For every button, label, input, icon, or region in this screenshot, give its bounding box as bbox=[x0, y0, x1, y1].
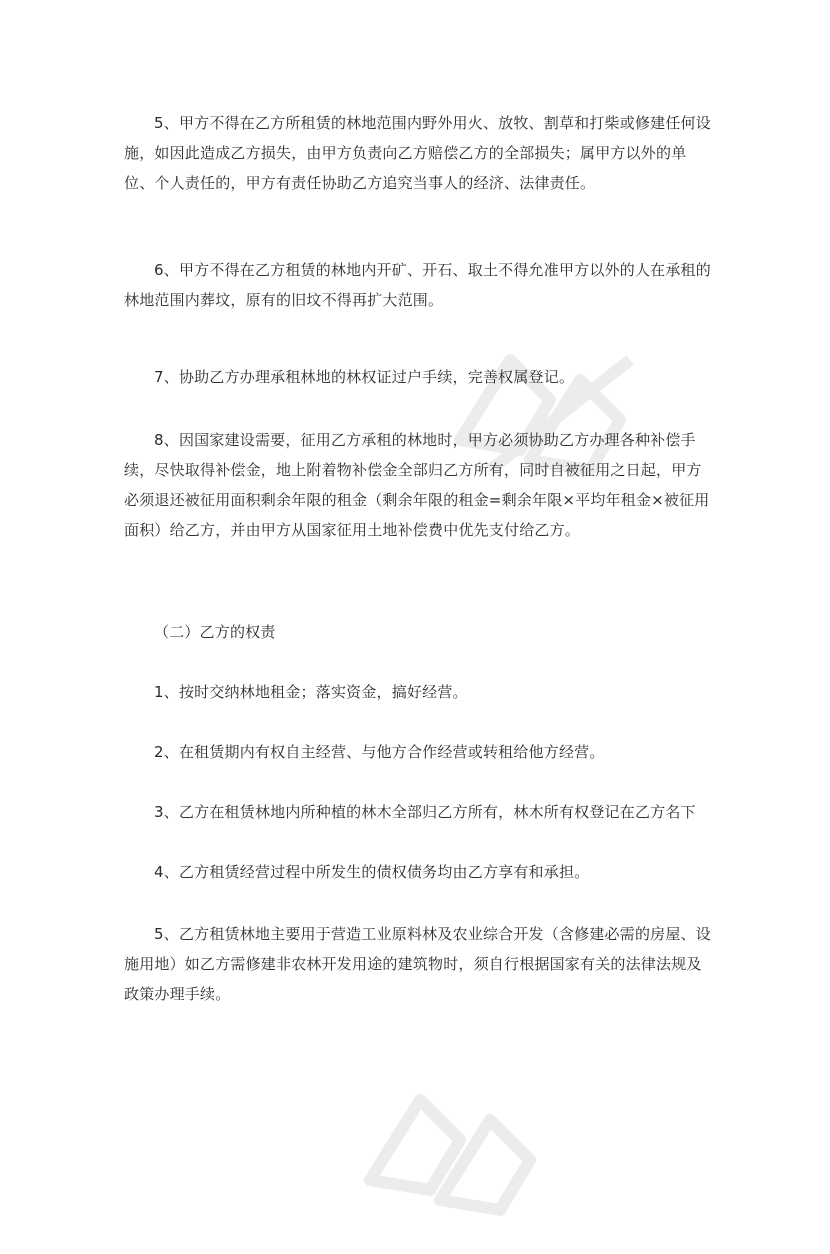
paragraph-5-fire-grazing: 5、甲方不得在乙方所租赁的林地范围内野外用火、放牧、割草和打柴或修建任何设施，如因此造成乙方损失，由甲方负责向乙方赔偿乙方的全部损失；属甲方以外的单位、个人责任的，甲方有责任协助乙方追究当事人的经济、法律责任。 bbox=[124, 114, 711, 192]
paragraph-6-mining-graves: 6、甲方不得在乙方租赁的林地内开矿、开石、取土不得允准甲方以外的人在承租的林地范围内葬坟，原有的旧坟不得再扩大范围。 bbox=[124, 261, 711, 309]
watermark-logo-bottom bbox=[340, 1040, 580, 1250]
paragraph-b4-debts: 4、乙方租赁经营过程中所发生的债权债务均由乙方享有和承担。 bbox=[154, 863, 590, 881]
paragraph-7-forest-certificate: 7、协助乙方办理承租林地的林权证过户手续，完善权属登记。 bbox=[154, 368, 575, 386]
paragraph-8-state-requisition: 8、因国家建设需要，征用乙方承租的林地时，甲方必须协助乙方办理各种补偿手续，尽快取得补偿金，地上附着物补偿金全部归乙方所有，同时自被征用之日起，甲方必须退还被征用面积剩余年限的租金（剩余年限的租金=剩余年限×平均年租金×被征用面积）给乙方，并由甲方从国家征用土地补偿费中优先支付给乙方。 bbox=[124, 431, 710, 539]
paragraph-b2-autonomous-operation: 2、在租赁期内有权自主经营、与他方合作经营或转租给他方经营。 bbox=[154, 743, 605, 761]
watermark-logo-bottom-graphic bbox=[340, 1040, 580, 1250]
paragraph-b5-land-use: 5、乙方租赁林地主要用于营造工业原料林及农业综合开发（含修建必需的房屋、设施用地）如乙方需修建非农林开发用途的建筑物时，须自行根据国家有关的法律法规及政策办理手续。 bbox=[124, 925, 711, 1003]
section-heading-party-b-rights: （二）乙方的权责 bbox=[154, 623, 276, 641]
paragraph-b1-pay-rent: 1、按时交纳林地租金；落实资金，搞好经营。 bbox=[154, 683, 468, 701]
paragraph-b3-tree-ownership: 3、乙方在租赁林地内所种植的林木全部归乙方所有，林木所有权登记在乙方名下 bbox=[154, 803, 696, 821]
